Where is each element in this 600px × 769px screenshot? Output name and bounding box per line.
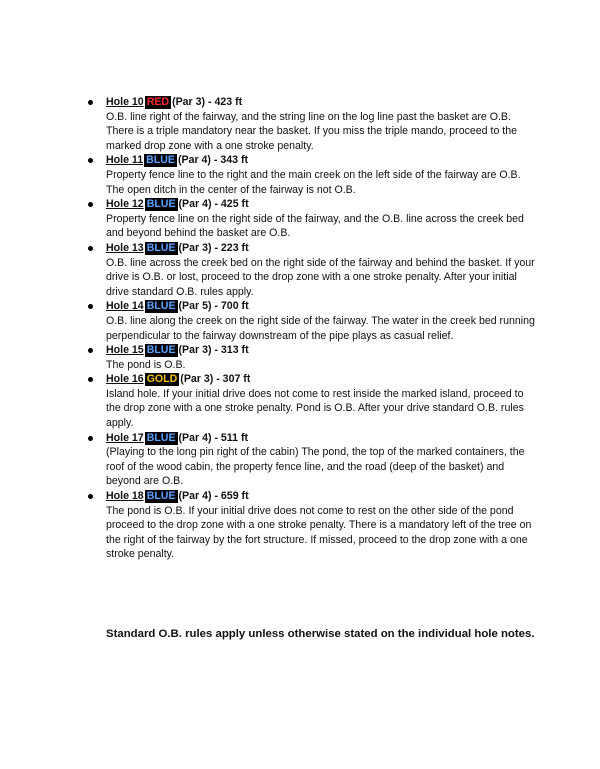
bullet-icon bbox=[88, 436, 93, 441]
hole-par-distance: (Par 5) - 700 ft bbox=[178, 300, 249, 313]
hole-heading bbox=[106, 431, 536, 446]
hole-heading bbox=[106, 197, 536, 212]
hole-number: Hole 16 bbox=[106, 373, 144, 386]
bullet-icon bbox=[88, 494, 93, 499]
hole-item bbox=[86, 197, 536, 241]
hole-number: Hole 15 bbox=[106, 344, 144, 357]
hole-item bbox=[86, 431, 536, 489]
hole-description: Property fence line on the right side of the fairway, and the O.B. line across the creek bed and beyond behind the basket are O.B. bbox=[106, 212, 524, 240]
hole-number: Hole 12 bbox=[106, 198, 144, 211]
tee-badge: BLUE bbox=[146, 198, 176, 211]
hole-heading bbox=[106, 153, 536, 168]
hole-description: Property fence line to the right and the main creek on the left side of the fairway are O.B. The open ditch in the center of the fairway is not O.B. bbox=[106, 168, 521, 196]
hole-number: Hole 18 bbox=[106, 490, 144, 503]
hole-number: Hole 14 bbox=[106, 300, 144, 313]
hole-number: Hole 17 bbox=[106, 431, 144, 444]
hole-description: O.B. line across the creek bed on the right side of the fairway and behind the basket. If your drive is O.B. or lost, proceed to the drop zone with a one stroke penalty. After your initial drive standard O.B. rules apply. bbox=[106, 256, 535, 298]
hole-heading bbox=[106, 299, 536, 314]
hole-par-distance: (Par 4) - 425 ft bbox=[178, 198, 249, 211]
hole-par-distance: (Par 3) - 423 ft bbox=[172, 96, 243, 108]
hole-list bbox=[86, 95, 536, 562]
tee-badge: BLUE bbox=[146, 344, 176, 357]
hole-par-distance: (Par 3) - 307 ft bbox=[180, 373, 251, 386]
hole-item bbox=[86, 95, 536, 153]
hole-par-distance: (Par 3) - 313 ft bbox=[178, 344, 249, 357]
tee-badge: GOLD bbox=[146, 373, 178, 386]
hole-description: The pond is O.B. bbox=[106, 358, 186, 371]
hole-par-distance: (Par 4) - 511 ft bbox=[178, 431, 249, 444]
tee-badge: BLUE bbox=[146, 300, 176, 313]
hole-par-distance: (Par 4) - 659 ft bbox=[178, 490, 249, 503]
bullet-icon bbox=[88, 377, 93, 382]
tee-badge: BLUE bbox=[146, 490, 176, 503]
hole-description: O.B. line right of the fairway, and the string line on the log line past the basket are O.B. There is a triple mandatory near the basket. If you miss the triple mando, proceed to the marked drop zone with a one stroke penalty. bbox=[106, 110, 518, 152]
tee-badge: BLUE bbox=[146, 241, 176, 254]
tee-badge: BLUE bbox=[146, 431, 176, 444]
bullet-icon bbox=[88, 158, 93, 163]
hole-par-distance: (Par 4) - 343 ft bbox=[177, 154, 249, 167]
hole-number: Hole 11 bbox=[106, 154, 144, 167]
tee-badge: RED bbox=[146, 96, 170, 108]
hole-item bbox=[86, 153, 536, 197]
hole-heading bbox=[106, 372, 536, 387]
hole-item bbox=[86, 343, 536, 372]
hole-description: Island hole. If your initial drive does not come to rest inside the marked island, proceed to the drop zone with a one stroke penalty. Pond is O.B. After your drive standard O.B. rules apply. bbox=[106, 387, 524, 430]
hole-heading bbox=[106, 95, 536, 110]
hole-number: Hole 10 bbox=[106, 96, 144, 108]
hole-item bbox=[86, 241, 536, 299]
bullet-icon bbox=[88, 246, 93, 251]
hole-description: The pond is O.B. If your initial drive does not come to rest on the other side of the pond proceed to the drop zone with a one stroke penalty. There is a mandatory left of the tree on the right of the fairway by the fort structure. If missed, proceed to the drop zone with a one stroke penalty. bbox=[106, 504, 532, 561]
bullet-icon bbox=[88, 202, 93, 207]
tee-badge: BLUE bbox=[146, 154, 175, 167]
hole-description: (Playing to the long pin right of the cabin) The pond, the top of the marked containers, the roof of the wood cabin, the property fence line, and the road (deep of the basket) and beyond are O.B. bbox=[106, 446, 525, 488]
hole-par-distance: (Par 3) - 223 ft bbox=[178, 241, 249, 254]
bullet-icon bbox=[88, 348, 93, 353]
hole-item bbox=[86, 489, 536, 562]
hole-heading bbox=[106, 241, 536, 256]
bullet-icon bbox=[88, 304, 93, 309]
bullet-icon bbox=[88, 100, 93, 105]
hole-number: Hole 13 bbox=[106, 241, 144, 254]
footer-note: Standard O.B. rules apply unless otherwise stated on the individual hole notes. bbox=[106, 628, 535, 640]
hole-item bbox=[86, 372, 536, 430]
hole-description: O.B. line along the creek on the right side of the fairway. The water in the creek bed running perpendicular to the fairway downstream of the pipe plays as casual relief. bbox=[106, 314, 535, 342]
hole-heading bbox=[106, 343, 536, 358]
hole-item bbox=[86, 299, 536, 343]
hole-heading bbox=[106, 489, 536, 504]
